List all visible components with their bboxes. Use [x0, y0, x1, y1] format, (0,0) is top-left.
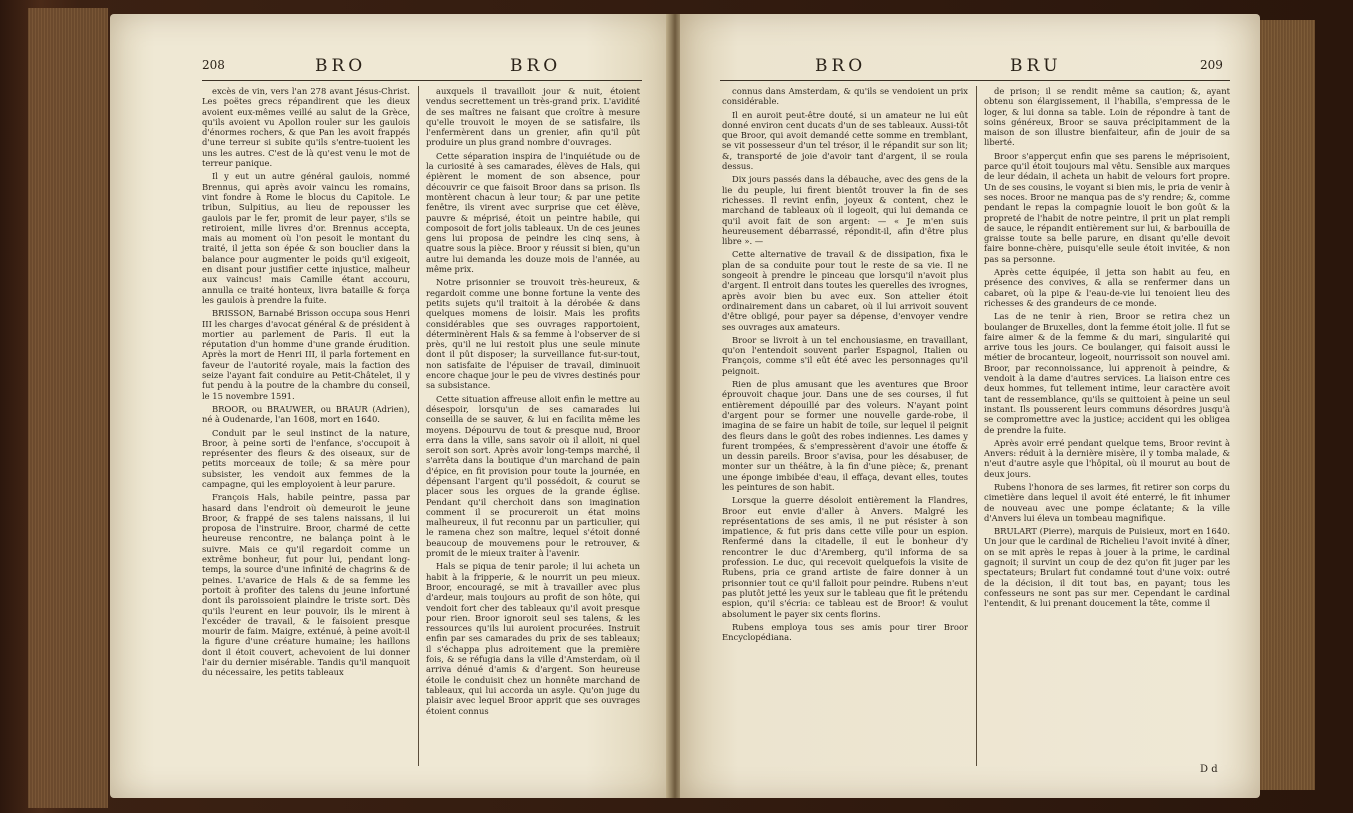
paragraph: Las de ne tenir à rien, Broor se retira chez un boulanger de Bruxelles, dont la femme étoit jolie. Il fut se faire aimer & de la femme & du mari, singularité qui arrive tous les jours. Ce boulanger, qui faisoit aussi le métier de brocanteur, logeoit, nourrissoit son nouvel ami. Broor, par reconnoissance, lui apprenoit à peindre, & vendoit à la dame d'autres services. La liaison entre ces deux hommes, fut tellement intime, leur caractère avoit tant de ressemblance, qu'ils se quittoient à peine un seul instant. Ils pousserent leurs communs désordres jusqu'à se compromettre avec la justice; accident qui les obligea de prendre la fuite. — [984, 311, 1230, 435]
signature-mark: D d — [1200, 764, 1218, 775]
paragraph: Broor s'apperçut enfin que ses parens le méprisoient, parce qu'il étoit toujours mal vêtu. Sensible aux marques de leur dédain, il acheta un habit de velours fort propre. Un de ses cousins, le voyant si bien mis, le pria de venir à ses noces. Broor ne manqua pas de s'y rendre; &, comme pendant le repas la compagnie louoit le bon goût & la propreté de l'habit de notre peintre, il prit un plat rempli de sauce, le répandit entièrement sur lui, & barbouilla de graisse toute sa belle parure, en disant qu'elle devoit faire bonne-chère, puisqu'elle seule étoit invitée, & non pas sa personne. — [984, 150, 1230, 264]
right-page — [680, 14, 1260, 798]
left-header-rule — [202, 80, 642, 81]
paragraph: Rubens l'honora de ses larmes, fit retirer son corps du cimetière dans lequel il avoit été enterré, le fit inhumer de nouveau avec une pompe éclatante; & la ville d'Anvers lui éleva un tombeau magnifique. — [984, 481, 1230, 523]
paragraph: Notre prisonnier se trouvoit très-heureux, & regardoit comme une bonne fortune la vente des petits sujets qu'il traitoit à la dérobée & dans quelques momens de loisir. Mais les profits considérables que ses ouvrages rapportoient, déterminèrent Hals & sa femme à l'observer de si près, qu'il ne lui restoit plus une seule minute dont il pût disposer; la surveillance fut-sur-tout, non satisfaite de l'épuiser de travail, diminuoit encore chaque jour le peu de vivres destinés pour sa subsistance. — [426, 277, 640, 391]
left-column-divider — [418, 86, 419, 766]
paragraph: Lorsque la guerre désoloit entièrement la Flandres, Broor eut envie d'aller à Anvers. Malgré les représentations de ses amis, il ne put résister à son impatience, & fut pris dans cette ville pour un espion. Renfermé dans la citadelle, il eut le bonheur d'y rencontrer le duc d'Aremberg, qu'il informa de sa profession. Le duc, qui recevoit quelquefois la visite de Rubens, pria ce grand artiste de faire donner à un prisonnier tout ce qu'il falloit pour peindre. Rubens n'eut pas plutôt jetté les yeux sur le tableau que fit le prétendu espion, qu'il s'écria: ce tableau est de Broor! & voulut absolument le payer six cents florins. — [722, 495, 968, 619]
paragraph: Cette alternative de travail & de dissipation, fixa le plan de sa conduite pour tout le reste de sa vie. Il ne songeoit à prendre le pinceau que lorsqu'il n'avoit plus d'argent. Il entroit dans toutes les querelles des ivrognes, après avoir bien bu avec eux. Son attelier étoit ordinairement dans un cabaret, où il lui arrivoit souvent d'être obligé, pour payer sa dépense, d'envoyer vendre ses ouvrages aux amateurs. — [722, 249, 968, 332]
paragraph: Après avoir erré pendant quelque tems, Broor revint à Anvers: réduit à la dernière misère, il y tomba malade, & n'eut d'autre asyle que l'hôpital, où il mourut au bout de deux jours. — [984, 437, 1230, 479]
paragraph: Rien de plus amusant que les aventures que Broor éprouvoit chaque jour. Dans une de ses courses, il fut entièrement dépouillé par des voleurs. N'ayant point d'argent pour se former une nouvelle garde-robe, il imagina de se faire un habit de toile, sur lequel il peignit des fleurs dans le goût des robes indiennes. Les dames y furent trompées, & s'empressèrent d'avoir une étoffe & un dessin pareils. Broor s'avisa, pour les désabuser, de monter sur un théâtre, à la fin d'une pièce; &, prenant une éponge imbibée d'eau, il effaça, devant elles, toutes les peintures de son habit. — [722, 379, 968, 492]
paragraph: Hals se piqua de tenir parole; il lui acheta un habit à la fripperie, & le nourrit un peu mieux. Broor, encouragé, se mit à travailler avec plus d'ardeur, mais toujours au profit de son hôte, qui vendoit fort cher des tableaux qu'il avoit presque pour rien. Broor ignoroit seul ses talens, & les ressources qu'ils lui auroient procurées. Instruit enfin par ses camarades du prix de ses tableaux; il s'échappa plus adroitement que la première fois, & se réfugia dans la ville d'Amsterdam, où il arriva dénué d'amis & d'argent. Son heureuse étoile le conduisit chez un honnête marchand de tableaux, qui lui accorda un asyle. Qu'on juge du plaisir avec lequel Broor apprit que ses ouvrages étoient connus — [426, 561, 640, 716]
left-page-edges — [28, 8, 108, 808]
paragraph: Après cette équipée, il jetta son habit au feu, en présence des convives, & alla se renfermer dans un cabaret, où la pipe & l'eau-de-vie lui tenoient lieu des richesses & des grandeurs de ce monde. — [984, 267, 1230, 308]
paragraph: Dix jours passés dans la débauche, avec des gens de la lie du peuple, lui firent bientôt trouver la fin de ses richesses. Il revint enfin, joyeux & content, chez le marchand de tableaux où il logeoit, qui lui demanda ce qu'il avoit fait de son argent: — « Je m'en suis heureusement débarrassé, répondit-il, afin d'être plus libre ». — — [722, 174, 968, 247]
left-page — [110, 14, 670, 798]
paragraph: de prison; il se rendit même sa caution; &, ayant obtenu son élargissement, il l'habilla, s'empressa de le loger, & lui donna sa table. Loin de répondre à tant de soins généreux, Broor se sauva précipitamment de la maison de son illustre bienfaiteur, afin de jouir de sa liberté. — [984, 86, 1230, 148]
paragraph: Cette séparation inspira de l'inquiétude ou de la curiosité à ses camarades, élèves de Hals, qui épièrent le moment de son absence, pour découvrir ce que faisoit Broor dans sa prison. Ils montèrent chacun à leur tour; & par une petite fenêtre, ils virent avec surprise que cet élève, pauvre & méprisé, étoit un peintre habile, qui composoit de fort jolis tableaux. Un de ces jeunes gens lui proposa de peindre les cinq sens, à quatre sous la pièce. Broor y réussit si bien, qu'un autre lui demanda les douze mois de l'année, au même prix. — [426, 150, 640, 275]
right-column-1 — [722, 86, 968, 766]
left-column-1 — [202, 86, 410, 766]
right-header-rule — [720, 80, 1230, 81]
right-header-word-1: BRO — [815, 56, 867, 76]
paragraph: BRISSON, Barnabé Brisson occupa sous Henri III les charges d'avocat général & de président à mortier au parlement de Paris. Il eut la réputation d'un homme d'une grande érudition. Après la mort de Henri III, il parla fortement en faveur de l'autorité royale, mais la faction des seize l'ayant fait conduire au Petit-Châtelet, il y fut pendu à la poutre de la chambre du conseil, le 15 novembre 1591. — [202, 308, 410, 401]
paragraph: Broor se livroit à un tel enchousiasme, en travaillant, qu'on l'entendoit souvent parler Espagnol, Italien ou François, comme s'il eût été avec les personnages qu'il peignoit. — [722, 334, 968, 376]
paragraph: Rubens employa tous ses amis pour tirer Broor Encyclopédiana. — [722, 621, 968, 643]
right-column-divider — [976, 86, 977, 766]
paragraph: BRULART (Pierre), marquis de Puisieux, mort en 1640. Un jour que le cardinal de Richelieu l'avoit invité à dîner, on se mit après le repas à jouer à la prime, le cardinal gagnoit; il survint un coup de dez qu'on fit juger par les spectateurs; Brulart fut condamné tout d'une voix: outré de la décision, il dit tout bas, en payant; tous les confesseurs ne sont pas sur mer. Cependant le cardinal l'entendit, & lui prenant doucement la tête, comme il — [984, 526, 1230, 609]
left-header-word-2: BRO — [510, 56, 562, 76]
right-page-header — [680, 56, 1260, 82]
paragraph: Il en auroit peut-être douté, si un amateur ne lui eût donné environ cent ducats d'un de ses tableaux. Aussi-tôt que Broor, qui avoit demandé cette somme en tremblant, se vit possesseur d'un tel trésor, il le répandit sur son lit; &, transporté de joie d'avoir tant d'argent, il se roula dessus. — [722, 109, 968, 172]
left-page-header — [110, 56, 670, 82]
right-header-word-2: BRU — [1010, 56, 1062, 76]
paragraph: auxquels il travailloit jour & nuit, étoient vendus secrettement un très-grand prix. L'avidité de ses maîtres ne faisant que croître à mesure qu'elle trouvoit le moyen de se satisfaire, ils l'enfermèrent dans un grenier, afin qu'il pût produire un plus grand nombre d'ouvrages. — [426, 86, 640, 148]
paragraph: excès de vin, vers l'an 278 avant Jésus-Christ. Les poëtes grecs répandirent que les dieux avoient eux-mêmes veillé au salut de la Grèce, qu'ils avoient vu Apollon rouler sur les gaulois d'énormes rochers, & que Pan les avoit frappés d'une terreur si subite qu'ils s'entre-tuoient les uns les autres. C'est de là qu'est venu le mot de terreur panique. — [202, 86, 410, 169]
right-page-number: 209 — [1200, 58, 1223, 72]
left-header-word-1: BRO — [315, 56, 367, 76]
paragraph: Cette situation affreuse alloit enfin le mettre au désespoir, lorsqu'un de ses camarades lui conseilla de se sauver, & lui en facilita même les moyens. Dépourvu de tout & presque nud, Broor erra dans la ville, sans savoir où il alloit, ni quel seroit son sort. Après avoir long-temps marché, il s'arrêta dans la boutique d'un marchand de pain d'épice, en fit provision pour toute la journée, en dépensant l'argent qu'il possédoit, & courut se placer sous les orgues de la grande église. Pendant qu'il cherchoit dans son imagination comment il se procureroit un état moins malheureux, il fut reconnu par un particulier, qui le ramena chez son maître, lequel s'étoit donné beaucoup de mouvemens pour le retrouver, & promit de le mieux traiter à l'avenir. — [426, 393, 640, 559]
left-column-2 — [426, 86, 640, 766]
paragraph: Il y eut un autre général gaulois, nommé Brennus, qui après avoir vaincu les romains, vint fondre à Rome le blocus du Capitole. Le tribun, Sulpitius, au lieu de repousser les gaulois par le fer, promit de leur payer, s'ils se retiroient, mille livres d'or. Brennus accepta, mais au moment où l'on pesoit le montant du traité, il jetta son épée & son bouclier dans la balance pour augmenter le poids qu'il exigeoit, en disant pour justifier cette injustice, malheur aux vaincus! mais Camille étant accouru, annulla ce traité honteux, livra bataille & força les gaulois à prendre la fuite. — [202, 171, 410, 305]
paragraph: François Hals, habile peintre, passa par hasard dans l'endroit où demeuroit le jeune Broor, & frappé de ses talens naissans, il lui proposa de l'instruire. Broor, charmé de cette heureuse rencontre, ne balança point à le suivre. Mais ce qu'il regardoit comme un extrême bonheur, fut pour lui, pendant long-temps, la source d'une infinité de chagrins & de peines. L'avarice de Hals & de sa femme les portoit à profiter des talens du jeune infortuné dont ils paroissoient plaindre le triste sort. Dès qu'ils l'eurent en leur pouvoir, ils le mirent à l'excéder de travail, & le faisoient presque mourir de faim. Maigre, exténué, à peine avoit-il la figure d'une créature humaine; les haillons dont il étoit couvert, achevoient de lui donner l'air du dernier misérable. Tandis qu'il manquoit du nécessaire, les petits tableaux — [202, 492, 410, 678]
paragraph: connus dans Amsterdam, & qu'ils se vendoient un prix considérable. — [722, 86, 968, 107]
left-page-number: 208 — [202, 58, 225, 72]
right-column-2 — [984, 86, 1230, 754]
paragraph: BROOR, ou BRAUWER, ou BRAUR (Adrien), né à Oudenarde, l'an 1608, mort en 1640. — [202, 403, 410, 425]
paragraph: Conduit par le seul instinct de la nature, Broor, à peine sorti de l'enfance, s'occupoit à représenter des fleurs & des oiseaux, sur de petits morceaux de toile; & sa mère pour subsister, les vendoit aux femmes de la campagne, qui les employoient à leur parure. — [202, 427, 410, 489]
right-page-edges — [1255, 20, 1315, 790]
